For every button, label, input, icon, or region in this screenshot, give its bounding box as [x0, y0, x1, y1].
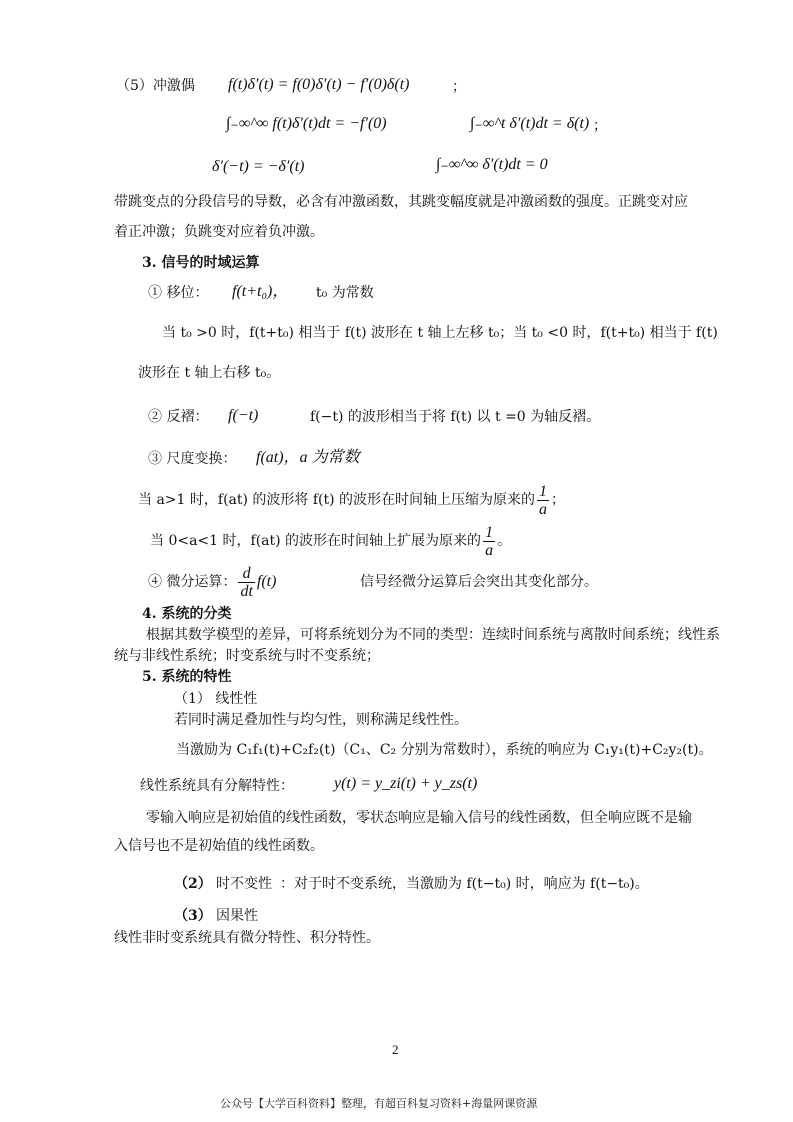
scale-compress-text: 当 a>1 时，f(at) 的波形将 f(t) 的波形在时间轴上压缩为原来的: [138, 492, 536, 508]
diff-expression: f(t): [256, 573, 277, 590]
lti-note: 线性非时变系统具有微分特性、积分特性。: [114, 930, 380, 946]
time-invariance-description: ：对于时不变系统，当激励为 f(t−t₀) 时，响应为 f(t−t₀)。: [280, 876, 649, 892]
formula-doublet-integral: ∫₋∞^∞ f(t)δ′(t)dt = −f′(0): [226, 115, 387, 132]
time-invariance-label: （2）: [174, 876, 212, 892]
scale-expression: f(at)，a 为常数: [256, 449, 360, 466]
fraction-denominator: dt: [240, 582, 253, 600]
reflect-expression: f(−t): [228, 407, 259, 424]
classification-line: 根据其数学模型的差异，可将系统划分为不同的类型：连续时间系统与离散时间系统；线性系: [146, 627, 720, 643]
scale-label: ③ 尺度变换：: [148, 451, 237, 467]
shift-label: ① 移位：: [148, 285, 209, 301]
footer-note: 公众号【大学百科资料】整理，有超百科复习资料+海量网课资源: [220, 1097, 538, 1110]
jump-note-line: 带跳变点的分段信号的导数，必含有冲激函数，其跳变幅度就是冲激函数的强度。正跳变对应: [114, 194, 688, 210]
time-invariance-title: 时不变性: [216, 876, 272, 892]
linearity-excitation: 当激励为 C₁f₁(t)+C₂f₂(t)（C₁、C₂ 分别为常数时），系统的响应为 C₁y₁(t)+C₂y₂(t)。: [176, 742, 713, 758]
response-note: 零输入响应是初始值的线性函数，零状态响应是输入信号的线性函数，但全响应既不是输: [146, 810, 692, 826]
diff-description: 信号经微分运算后会突出其变化部分。: [360, 574, 598, 590]
separator: ；: [593, 118, 607, 134]
reflect-description: f(−t) 的波形相当于将 f(t) 以 t =0 为轴反褶。: [310, 409, 601, 425]
causality-title: 因果性: [216, 908, 258, 924]
punctuation: 。: [497, 533, 512, 549]
classification-line: 统与非线性系统；时变系统与时不变系统；: [114, 648, 380, 664]
separator: ；: [452, 79, 466, 95]
shift-description: 波形在 t 轴上右移 t₀。: [138, 365, 281, 381]
shift-description: 当 t₀ >0 时，f(t+t₀) 相当于 f(t) 波形在 t 轴上左移 t₀；当 t₀ <0 时，f(t+t₀) 相当于 f(t): [162, 325, 718, 341]
fraction-denominator: a: [539, 500, 548, 518]
linearity-label: （1） 线性性: [174, 691, 258, 707]
shift-condition: t₀ 为常数: [316, 285, 374, 301]
shift-expression: f(t+t₀)，: [232, 283, 289, 300]
diff-label: ④ 微分运算：: [148, 574, 237, 590]
page-number: 2: [392, 1042, 399, 1057]
fraction-d-dt: [238, 565, 254, 600]
fraction-one-over-a: [483, 524, 495, 559]
fraction-numerator: 1: [539, 482, 548, 500]
formula-doublet-area: ∫₋∞^∞ δ′(t)dt = 0: [436, 156, 548, 173]
punctuation: ；: [551, 492, 566, 508]
decomposition-formula: y(t) = y_zi(t) + y_zs(t): [334, 775, 478, 792]
formula-doublet-running-integral: ∫₋∞^t δ′(t)dt = δ(t): [470, 115, 590, 132]
impulse-doublet-label: （5）冲激偶: [116, 78, 195, 94]
section-heading: 5. 系统的特性: [142, 669, 232, 685]
causality-label: （3）: [174, 908, 212, 924]
diff-line: [148, 562, 276, 602]
fraction-numerator: d: [238, 565, 254, 583]
fraction-one-over-a: [537, 483, 549, 518]
scale-expand-text: 当 0<a<1 时，f(at) 的波形在时间轴上扩展为原来的: [150, 533, 482, 549]
response-note: 入信号也不是初始值的线性函数。: [114, 838, 324, 854]
decomposition-label: 线性系统具有分解特性：: [140, 778, 294, 794]
section-heading: 4. 系统的分类: [142, 606, 232, 622]
linearity-definition: 若同时满足叠加性与均匀性，则称满足线性性。: [174, 712, 468, 728]
fraction-denominator: a: [485, 541, 494, 559]
fraction-numerator: 1: [485, 523, 494, 541]
formula-doublet-odd: δ′(−t) = −δ′(t): [212, 158, 305, 175]
section-heading: 3. 信号的时域运算: [142, 255, 260, 271]
scale-compress-line: [138, 480, 565, 520]
formula-doublet-sifting: f(t)δ′(t) = f(0)δ′(t) − f′(0)δ(t): [228, 76, 410, 93]
scale-expand-line: [150, 521, 511, 561]
jump-note-line: 着正冲激；负跳变对应着负冲激。: [114, 224, 324, 240]
reflect-label: ② 反褶：: [148, 409, 209, 425]
